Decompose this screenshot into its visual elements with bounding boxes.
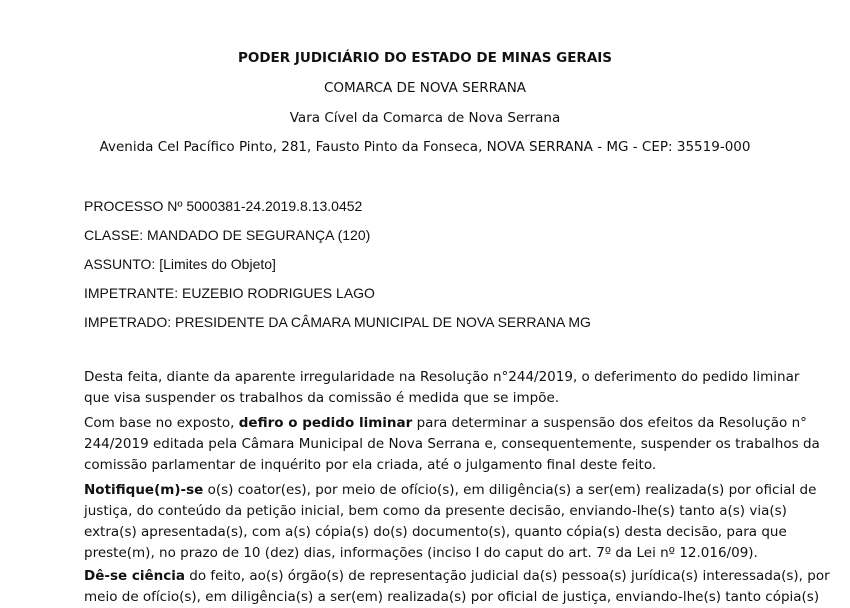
case-plaintiff: IMPETRANTE: EUZEBIO RODRIGUES LAGO: [84, 285, 375, 301]
case-number: PROCESSO Nº 5000381-24.2019.8.13.0452: [84, 198, 363, 214]
paragraph-line: preste(m), no prazo de 10 (dez) dias, informações (inciso I do caput do art. 7º da Lei nº 12.016/09).: [84, 545, 758, 561]
case-subject: ASSUNTO: [Limites do Objeto]: [84, 256, 276, 272]
vara-title: Vara Cível da Comarca de Nova Serrana: [289, 110, 561, 126]
paragraph-line: meio de ofício(s), em diligência(s) a ser(em) realizada(s) por oficial de justiça, enviando-lhe(s) tanto cópia(s): [84, 589, 820, 605]
paragraph-1: [84, 367, 800, 409]
paragraph-line: que visa suspender os trabalhos da comissão é medida que se impõe.: [84, 390, 560, 406]
paragraph-line: 244/2019 editada pela Câmara Municipal de Nova Serrana e, consequentemente, suspender os trabalhos da: [84, 436, 820, 452]
bold-phrase: defiro o pedido liminar: [238, 415, 413, 431]
paragraph-line: Dê-se ciência do feito, ao(s) órgão(s) de representação judicial da(s) pessoa(s) jurídica(s) interessada(s), por: [84, 568, 830, 584]
paragraph-line: Com base no exposto, defiro o pedido liminar para determinar a suspensão dos efeitos da Resolução n°: [84, 415, 807, 431]
paragraph-2: [84, 413, 820, 476]
court-title: PODER JUDICIÁRIO DO ESTADO DE MINAS GERAIS: [237, 50, 613, 66]
paragraph-line: extra(s) apresentada(s), com a(s) cópia(s) do(s) documento(s), quanto cópia(s) desta decisão, para que: [84, 524, 787, 540]
court-address: Avenida Cel Pacífico Pinto, 281, Fausto Pinto da Fonseca, NOVA SERRANA - MG - CEP: 35519-000: [99, 139, 751, 155]
district-title: COMARCA DE NOVA SERRANA: [323, 80, 527, 96]
bold-phrase: Notifique(m)-se: [84, 482, 204, 498]
paragraph-4: [84, 566, 830, 608]
paragraph-line: comissão parlamentar de inquérito por ela criada, até o julgamento final deste feito.: [84, 457, 657, 473]
paragraph-line: Desta feita, diante da aparente irregularidade na Resolução n°244/2019, o deferimento do pedido liminar: [84, 369, 800, 385]
paragraph-3: [84, 480, 817, 564]
paragraph-line: justiça, do conteúdo da petição inicial, bem como da presente decisão, enviando-lhe(s) tanto a(s) via(s): [84, 503, 787, 519]
case-class: CLASSE: MANDADO DE SEGURANÇA (120): [84, 227, 371, 243]
bold-phrase: Dê-se ciência: [84, 568, 185, 584]
case-defendant: IMPETRADO: PRESIDENTE DA CÂMARA MUNICIPAL DE NOVA SERRANA MG: [84, 314, 591, 330]
paragraph-line: Notifique(m)-se o(s) coator(es), por meio de ofício(s), em diligência(s) a ser(em) realizada(s) por oficial de: [84, 482, 817, 498]
